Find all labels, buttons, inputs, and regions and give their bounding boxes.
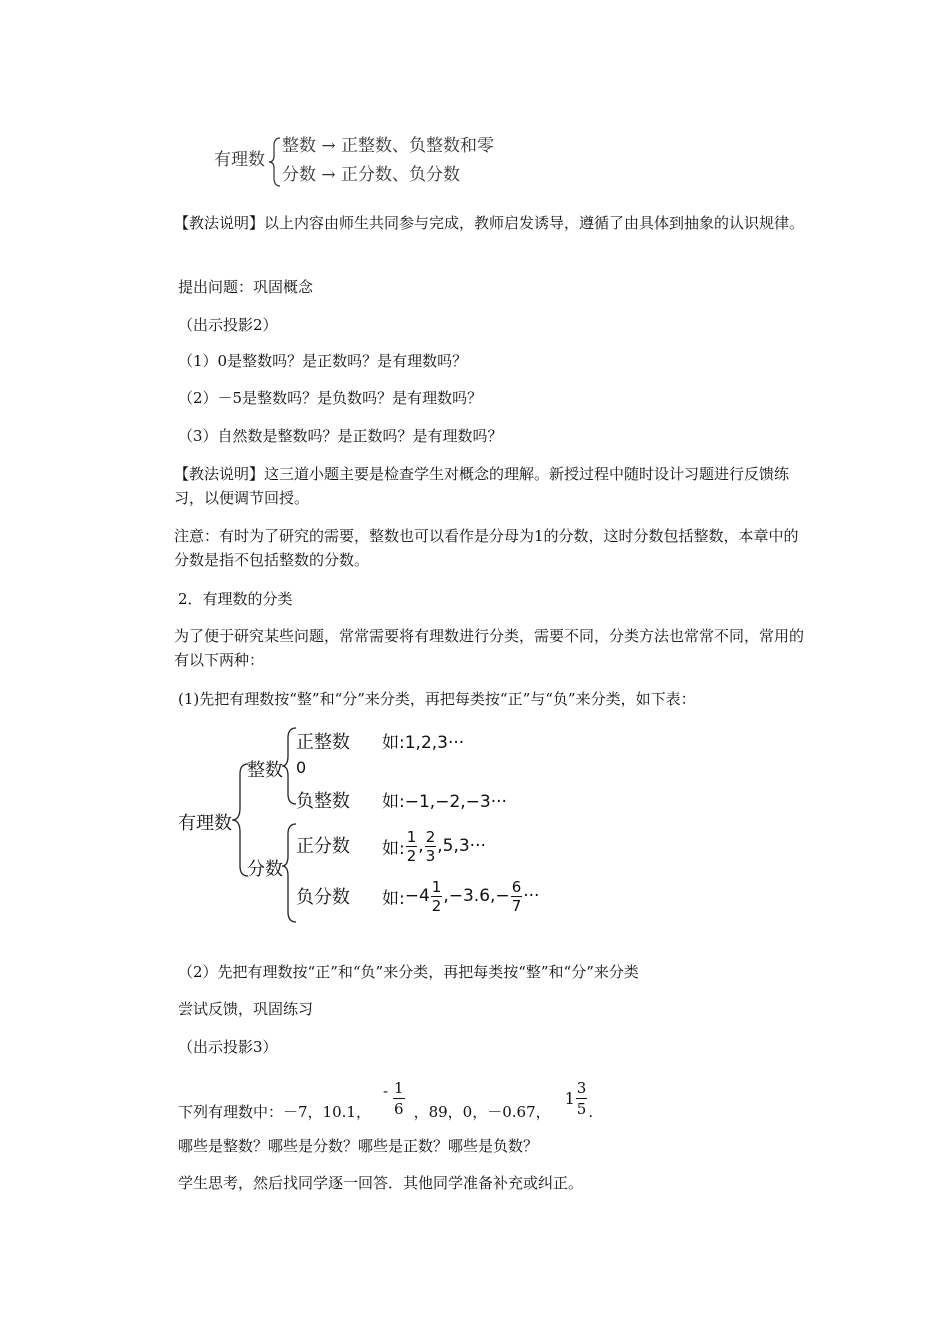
example-mid: ,−3.6,−: [443, 886, 510, 906]
intro-paragraph: [174, 624, 808, 672]
diagram1-root: 有理数: [214, 150, 265, 170]
numerator: 6: [511, 877, 522, 896]
method-1: (1)先把有理数按“整”和“分”来分类，再把每类按“正”与“负”来分类，如下表：: [178, 690, 696, 708]
example-positive-fraction: [382, 824, 486, 868]
list-mid: ，89，0，－0.67，: [413, 1103, 551, 1121]
diagram2-negative-fraction: 负分数: [296, 887, 350, 908]
diagram2-negative-integer: 负整数: [296, 791, 350, 812]
fraction-one-sixth: [393, 1078, 405, 1119]
list-end: .: [588, 1103, 594, 1121]
list-lead: 下列有理数中：－7，10.1，: [178, 1103, 371, 1121]
example-label: 如:: [382, 838, 405, 859]
diagram2-root: 有理数: [178, 813, 232, 834]
teaching-note-1-text: 【教法说明】以上内容由师生共同参与完成，教师启发诱导，遵循了由具体到抽象的认识规律。: [174, 214, 805, 232]
think-paragraph: 学生思考，然后找同学逐一回答．其他同学准备补充或纠正。: [178, 1174, 584, 1192]
diagram2-positive-fraction: 正分数: [296, 836, 350, 857]
example-rest: ···: [523, 886, 540, 906]
example-label: 如:: [382, 888, 405, 909]
example-values: −1,−2,−3···: [404, 792, 507, 812]
question-heading: 提出问题：巩固概念: [178, 278, 314, 296]
diagram1-branch-fraction: 分数 → 正分数、负分数: [282, 165, 461, 185]
diagram2-braces: [230, 720, 300, 930]
example-negative-integer: [382, 787, 507, 812]
diagram2-zero: 0: [296, 758, 307, 777]
note-text: 注意：有时为了研究的需要，整数也可以看作是分母为1的分数，这时分数包括整数，本章中的分数是指不包括整数的分数。: [174, 527, 799, 569]
diagram2-integer: 整数: [247, 760, 283, 781]
example-rest: ,5,3···: [437, 836, 486, 856]
numerator: 3: [576, 1078, 587, 1097]
fraction-six-sevenths: [511, 878, 523, 915]
note-paragraph: [174, 524, 808, 572]
denominator: 7: [511, 896, 522, 915]
numerator: 1: [406, 827, 417, 846]
diagram1-branch-integer: 整数 → 正整数、负整数和零: [282, 136, 495, 156]
teaching-note-2: [174, 462, 808, 510]
ask-paragraph: 哪些是整数？哪些是分数？哪些是正数？哪些是负数？: [178, 1137, 539, 1155]
numerator: 2: [425, 827, 436, 846]
projection-3: （出示投影3）: [178, 1038, 278, 1056]
teaching-note-2-text: 【教法说明】这三道小题主要是检查学生对概念的理解。新授过程中随时设计习题进行反馈练习，以便调节回授。: [174, 465, 790, 507]
denominator: 2: [431, 896, 442, 915]
fraction-two-thirds: [425, 828, 437, 865]
intro-text: 为了便于研究某些问题，常常需要将有理数进行分类，需要不同，分类方法也常常不同，常用的有以下两种：: [174, 627, 805, 669]
separator: ,: [418, 836, 424, 856]
numerator: 1: [394, 1078, 404, 1097]
method-2: （2）先把有理数按“正”和“负”来分类，再把每类按“整”和“分”来分类: [178, 963, 639, 981]
projection-2: （出示投影2）: [178, 316, 278, 334]
teaching-note-1: [174, 211, 808, 235]
example-positive-integer: [382, 728, 464, 753]
mixed-whole: −4: [404, 886, 430, 906]
number-list-line: [178, 1072, 593, 1124]
question-3: （3）自然数是整数吗？是正数吗？是有理数吗？: [178, 427, 503, 445]
feedback-heading: 尝试反馈，巩固练习: [178, 1000, 314, 1018]
question-1: （1）0是整数吗？是正数吗？是有理数吗？: [178, 352, 468, 370]
denominator: 2: [406, 846, 417, 865]
denominator: 5: [576, 1099, 587, 1118]
example-values: 1,2,3···: [404, 733, 465, 753]
example-label: 如:: [382, 733, 405, 753]
diagram1-brace: [268, 136, 282, 188]
diagram2-fraction: 分数: [247, 859, 283, 880]
numerator: 1: [431, 877, 442, 896]
fraction-one-half: [406, 828, 418, 865]
negative-sign: -: [382, 1082, 389, 1100]
denominator: 3: [425, 846, 436, 865]
question-2: （2）－5是整数吗？是负数吗？是有理数吗？: [178, 389, 483, 407]
fraction-three-fifths: [576, 1078, 588, 1119]
section-2-heading: 2．有理数的分类: [178, 590, 293, 608]
diagram2-positive-integer: 正整数: [296, 732, 350, 753]
fraction-one-half: [431, 878, 443, 915]
example-label: 如:: [382, 792, 405, 812]
denominator: 6: [394, 1099, 404, 1118]
example-negative-fraction: [382, 874, 539, 918]
mixed-whole: 1: [564, 1088, 575, 1108]
